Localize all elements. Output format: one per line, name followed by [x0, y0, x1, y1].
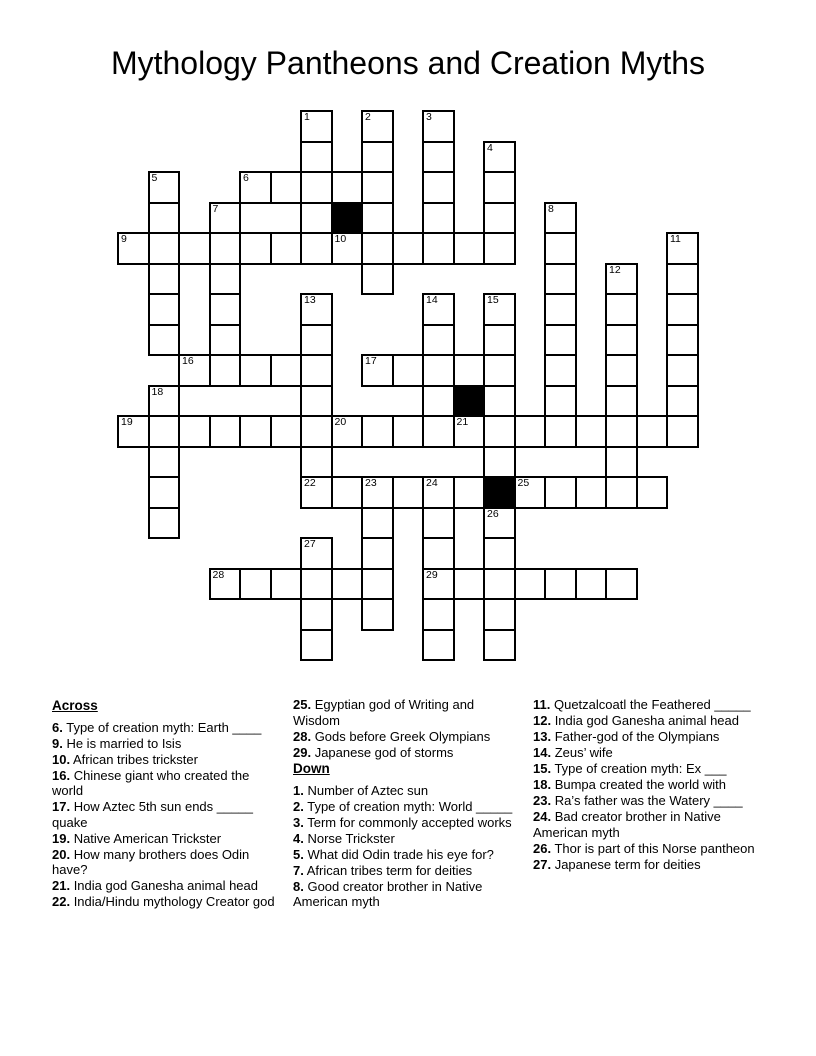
grid-cell[interactable]: [544, 415, 577, 448]
cell-number: 18: [151, 385, 164, 398]
grid-cell[interactable]: [331, 232, 364, 265]
clue-text: India god Ganesha animal head: [551, 713, 739, 728]
grid-cell[interactable]: [483, 415, 516, 448]
clue-text: He is married to Isis: [62, 735, 182, 751]
grid-cell-black: [483, 476, 516, 509]
grid-cell[interactable]: [361, 507, 394, 540]
grid-cell[interactable]: [544, 324, 577, 357]
grid-cell[interactable]: [361, 110, 394, 143]
clue-number: 27.: [533, 856, 552, 872]
grid-cell[interactable]: [483, 171, 516, 204]
clue-item: [533, 745, 761, 761]
clue-item: [52, 847, 280, 878]
grid-cell[interactable]: [605, 385, 638, 418]
grid-cell[interactable]: [148, 415, 181, 448]
cell-number: 1: [304, 111, 310, 123]
clue-number: 9.: [52, 735, 63, 751]
grid-cell[interactable]: [178, 232, 211, 265]
clue-column-2: [293, 697, 521, 910]
grid-cell[interactable]: [422, 629, 455, 662]
grid-cell[interactable]: [300, 385, 333, 418]
clue-number: 13.: [533, 729, 552, 744]
grid-cell[interactable]: [331, 568, 364, 601]
grid-cell[interactable]: [666, 385, 699, 418]
clue-item: [293, 863, 521, 879]
grid-cell[interactable]: [361, 415, 394, 448]
clue-column-3: [533, 697, 761, 873]
clue-number: 3.: [293, 814, 304, 830]
cell-number: 12: [609, 263, 621, 276]
clue-number: 24.: [533, 809, 552, 824]
grid-cell[interactable]: [483, 507, 516, 540]
grid-cell[interactable]: [636, 476, 669, 509]
grid-cell[interactable]: [453, 415, 486, 448]
grid-cell[interactable]: [148, 171, 181, 204]
grid-cell[interactable]: [361, 568, 394, 601]
clue-number: 16.: [52, 767, 71, 783]
grid-cell[interactable]: [422, 202, 455, 235]
grid-cell[interactable]: [239, 171, 272, 204]
grid-cell[interactable]: [300, 568, 333, 601]
cell-number: 21: [456, 416, 469, 428]
grid-cell[interactable]: [300, 598, 333, 631]
grid-cell[interactable]: [666, 354, 699, 387]
clue-column-1: [52, 697, 280, 910]
grid-cell[interactable]: [300, 232, 333, 265]
grid-cell[interactable]: [361, 476, 394, 509]
cell-number: 28: [212, 568, 225, 581]
grid-cell[interactable]: [544, 354, 577, 387]
clue-item: [533, 713, 761, 729]
grid-cell[interactable]: [422, 537, 455, 570]
grid-cell[interactable]: [483, 385, 516, 418]
clue-number: 10.: [52, 751, 71, 767]
clue-item: [533, 857, 761, 873]
clue-item: [293, 729, 521, 745]
grid-cell[interactable]: [209, 202, 242, 235]
grid-cell[interactable]: [605, 293, 638, 326]
grid-cell[interactable]: [422, 110, 455, 143]
grid-cell[interactable]: [148, 232, 181, 265]
grid-cell[interactable]: [300, 171, 333, 204]
grid-cell[interactable]: [514, 476, 547, 509]
grid-cell[interactable]: [453, 232, 486, 265]
grid-cell[interactable]: [605, 568, 638, 601]
grid-cell[interactable]: [483, 629, 516, 662]
grid-cell[interactable]: [209, 324, 242, 357]
grid-cell[interactable]: [300, 446, 333, 479]
grid-cell[interactable]: [483, 141, 516, 174]
clue-text: Thor is part of this Norse pantheon: [551, 840, 755, 856]
across-header: Across: [52, 698, 98, 713]
grid-cell[interactable]: [422, 141, 455, 174]
grid-cell[interactable]: [422, 568, 455, 601]
grid-cell[interactable]: [178, 354, 211, 387]
grid-cell[interactable]: [422, 293, 455, 326]
grid-cell[interactable]: [605, 354, 638, 387]
grid-cell[interactable]: [117, 415, 150, 448]
cell-number: 11: [670, 233, 681, 245]
grid-cell[interactable]: [300, 324, 333, 357]
clue-number: 11.: [533, 697, 551, 712]
grid-cell[interactable]: [483, 293, 516, 326]
clue-item: [293, 697, 521, 728]
grid-cell[interactable]: [361, 232, 394, 265]
grid-cell[interactable]: [544, 293, 577, 326]
grid-cell[interactable]: [361, 537, 394, 570]
cell-number: 9: [121, 233, 127, 245]
cell-number: 22: [304, 477, 316, 489]
grid-cell[interactable]: [300, 629, 333, 662]
grid-cell[interactable]: [422, 385, 455, 418]
grid-cell[interactable]: [575, 476, 608, 509]
grid-cell[interactable]: [300, 110, 333, 143]
grid-cell[interactable]: [422, 415, 455, 448]
grid-cell[interactable]: [148, 202, 181, 235]
grid-cell[interactable]: [239, 568, 272, 601]
grid-cell[interactable]: [361, 202, 394, 235]
grid-cell[interactable]: [544, 232, 577, 265]
clue-item: [533, 777, 761, 793]
grid-cell[interactable]: [422, 476, 455, 509]
clue-item: [533, 697, 761, 713]
cell-number: 23: [365, 477, 377, 489]
grid-cell[interactable]: [148, 385, 181, 418]
grid-cell[interactable]: [117, 232, 150, 265]
clue-text: Egyptian god of Writing and Wisdom: [293, 697, 475, 728]
grid-cell[interactable]: [361, 598, 394, 631]
clue-item: [52, 894, 280, 910]
grid-cell[interactable]: [483, 537, 516, 570]
grid-cell[interactable]: [239, 354, 272, 387]
clue-text: Term for commonly accepted works: [303, 814, 512, 830]
grid-cell[interactable]: [422, 598, 455, 631]
clue-number: 1.: [293, 782, 304, 798]
grid-cell[interactable]: [544, 202, 577, 235]
grid-cell[interactable]: [178, 415, 211, 448]
grid-cell[interactable]: [605, 476, 638, 509]
clue-number: 7.: [293, 862, 304, 878]
clue-item: [533, 841, 761, 857]
clue-text: India/Hindu mythology Creator god: [70, 894, 275, 909]
grid-cell[interactable]: [422, 232, 455, 265]
grid-cell[interactable]: [270, 232, 303, 265]
clue-item: [293, 847, 521, 863]
clue-text: Japanese god of storms: [311, 744, 454, 760]
grid-cell[interactable]: [392, 232, 425, 265]
grid-cell[interactable]: [209, 354, 242, 387]
grid-cell[interactable]: [209, 415, 242, 448]
grid-cell[interactable]: [483, 324, 516, 357]
clue-text: African tribes term for deities: [303, 862, 473, 878]
grid-cell[interactable]: [270, 171, 303, 204]
clue-number: 25.: [293, 697, 312, 712]
clue-text: Type of creation myth: World _____: [303, 798, 513, 814]
grid-cell[interactable]: [514, 415, 547, 448]
clue-number: 4.: [293, 830, 304, 846]
clue-item: [52, 878, 280, 894]
clue-number: 15.: [533, 761, 552, 776]
clue-item: [52, 752, 280, 768]
clue-text: Bad creator brother in Native American myth: [533, 809, 721, 840]
clue-item: [293, 879, 521, 910]
grid-cell[interactable]: [544, 385, 577, 418]
grid-cell[interactable]: [300, 415, 333, 448]
grid-cell[interactable]: [300, 202, 333, 235]
grid-cell[interactable]: [148, 476, 181, 509]
clue-number: 14.: [533, 745, 552, 760]
clue-text: Zeus’ wife: [551, 745, 613, 760]
clue-text: Quetzalcoatl the Feathered _____: [550, 697, 751, 712]
grid-cell[interactable]: [148, 507, 181, 540]
grid-cell[interactable]: [666, 232, 699, 265]
grid-cell[interactable]: [483, 446, 516, 479]
cell-number: 27: [304, 538, 316, 550]
grid-cell[interactable]: [331, 476, 364, 509]
clue-text: What did Odin trade his eye for?: [303, 846, 494, 862]
clue-item: [52, 768, 280, 799]
grid-cell[interactable]: [209, 232, 242, 265]
cell-number: 24: [426, 477, 438, 489]
cell-number: 2: [365, 111, 371, 123]
grid-cell-black: [331, 202, 364, 235]
grid-cell[interactable]: [422, 354, 455, 387]
clue-text: India god Ganesha animal head: [70, 878, 258, 893]
cell-number: 29: [426, 568, 438, 581]
clue-text: Type of creation myth: Earth ____: [62, 719, 262, 735]
cell-number: 15: [487, 294, 499, 306]
clue-item: [533, 729, 761, 745]
clue-number: 5.: [293, 846, 304, 862]
cell-number: 6: [243, 172, 249, 184]
grid-cell[interactable]: [605, 324, 638, 357]
clue-number: 12.: [533, 713, 552, 728]
grid-cell[interactable]: [331, 415, 364, 448]
clue-number: 22.: [52, 894, 71, 909]
grid-cell[interactable]: [300, 537, 333, 570]
grid-cell[interactable]: [148, 446, 181, 479]
clue-text: Japanese term for deities: [551, 856, 701, 872]
clue-text: Type of creation myth: Ex ___: [551, 761, 727, 776]
grid-cell[interactable]: [300, 354, 333, 387]
grid-cell[interactable]: [544, 263, 577, 296]
grid-cell[interactable]: [575, 415, 608, 448]
clue-item: [293, 831, 521, 847]
grid-cell[interactable]: [209, 568, 242, 601]
cell-number: 3: [426, 111, 432, 123]
grid-cell[interactable]: [422, 171, 455, 204]
cell-number: 16: [182, 355, 194, 367]
cell-number: 13: [304, 294, 316, 306]
cell-number: 7: [212, 202, 219, 215]
grid-cell[interactable]: [361, 171, 394, 204]
grid-cell[interactable]: [392, 354, 425, 387]
clue-number: 18.: [533, 777, 552, 792]
grid-cell[interactable]: [300, 476, 333, 509]
clue-item: [533, 793, 761, 809]
clue-text: African tribes trickster: [70, 751, 198, 767]
grid-cell[interactable]: [361, 263, 394, 296]
clue-number: 2.: [293, 798, 304, 814]
grid-cell[interactable]: [361, 354, 394, 387]
clue-number: 17.: [52, 799, 71, 814]
cell-number: 19: [121, 416, 133, 428]
clue-text: Norse Trickster: [303, 830, 395, 846]
page-title: Mythology Pantheons and Creation Myths: [110, 45, 706, 81]
cell-number: 25: [517, 477, 530, 489]
grid-cell-black: [453, 385, 486, 418]
clue-number: 29.: [293, 744, 312, 760]
clue-text: Native American Trickster: [70, 830, 222, 846]
cell-number: 26: [487, 507, 499, 520]
cell-number: 5: [151, 172, 158, 184]
clue-number: 26.: [533, 840, 552, 856]
clue-number: 20.: [52, 846, 71, 862]
clue-number: 28.: [293, 728, 312, 744]
grid-cell[interactable]: [300, 141, 333, 174]
grid-cell[interactable]: [209, 293, 242, 326]
grid-cell[interactable]: [544, 568, 577, 601]
grid-cell[interactable]: [636, 415, 669, 448]
clue-text: Ra’s father was the Watery ____: [551, 793, 743, 808]
crossword-grid: [117, 110, 699, 662]
clue-text: How many brothers does Odin have?: [52, 846, 250, 877]
grid-cell[interactable]: [483, 232, 516, 265]
grid-cell[interactable]: [666, 293, 699, 326]
grid-cell[interactable]: [422, 507, 455, 540]
grid-cell[interactable]: [453, 568, 486, 601]
clue-number: 23.: [533, 793, 552, 808]
grid-cell[interactable]: [148, 324, 181, 357]
grid-cell[interactable]: [605, 446, 638, 479]
clue-item: [52, 736, 280, 752]
clue-item: [533, 761, 761, 777]
clue-number: 21.: [52, 878, 71, 893]
grid-cell[interactable]: [575, 568, 608, 601]
grid-cell[interactable]: [422, 324, 455, 357]
grid-cell[interactable]: [148, 293, 181, 326]
grid-cell[interactable]: [453, 476, 486, 509]
grid-cell[interactable]: [239, 232, 272, 265]
cell-number: 20: [334, 416, 347, 428]
grid-cell[interactable]: [544, 476, 577, 509]
clue-text: Father-god of the Olympians: [551, 729, 720, 744]
grid-cell[interactable]: [392, 415, 425, 448]
grid-cell[interactable]: [605, 415, 638, 448]
grid-cell[interactable]: [361, 141, 394, 174]
clue-text: How Aztec 5th sun ends _____ quake: [52, 799, 253, 830]
grid-cell[interactable]: [483, 202, 516, 235]
grid-cell[interactable]: [148, 263, 181, 296]
clue-text: Bumpa created the world with: [551, 777, 726, 792]
grid-cell[interactable]: [209, 263, 242, 296]
clue-item: [533, 809, 761, 840]
grid-cell[interactable]: [483, 598, 516, 631]
grid-cell[interactable]: [392, 476, 425, 509]
grid-cell[interactable]: [270, 568, 303, 601]
clue-text: Gods before Greek Olympians: [311, 728, 491, 744]
clue-item: [293, 745, 521, 761]
grid-cell[interactable]: [666, 263, 699, 296]
cell-number: 4: [487, 141, 493, 154]
cell-number: 17: [365, 355, 377, 367]
clue-item: [293, 815, 521, 831]
grid-cell[interactable]: [483, 568, 516, 601]
clue-number: 8.: [293, 878, 304, 894]
clue-text: Good creator brother in Native American myth: [293, 878, 483, 909]
grid-cell[interactable]: [270, 415, 303, 448]
cell-number: 8: [548, 202, 554, 215]
clue-number: 19.: [52, 830, 71, 846]
clue-item: [52, 799, 280, 830]
clue-item: [52, 831, 280, 847]
grid-cell[interactable]: [666, 415, 699, 448]
clue-text: Chinese giant who created the world: [52, 767, 250, 798]
cell-number: 10: [334, 233, 347, 245]
grid-cell[interactable]: [453, 354, 486, 387]
clue-item: [293, 783, 521, 799]
grid-cell[interactable]: [300, 293, 333, 326]
clue-item: [293, 799, 521, 815]
grid-cell[interactable]: [239, 415, 272, 448]
grid-cell[interactable]: [605, 263, 638, 296]
grid-cell[interactable]: [331, 171, 364, 204]
grid-cell[interactable]: [270, 354, 303, 387]
clue-text: Number of Aztec sun: [303, 782, 429, 798]
clue-number: 6.: [52, 719, 63, 735]
grid-cell[interactable]: [483, 354, 516, 387]
grid-cell[interactable]: [666, 324, 699, 357]
clue-item: [52, 720, 280, 736]
cell-number: 14: [426, 294, 438, 306]
down-header: Down: [293, 761, 330, 776]
grid-cell[interactable]: [514, 568, 547, 601]
